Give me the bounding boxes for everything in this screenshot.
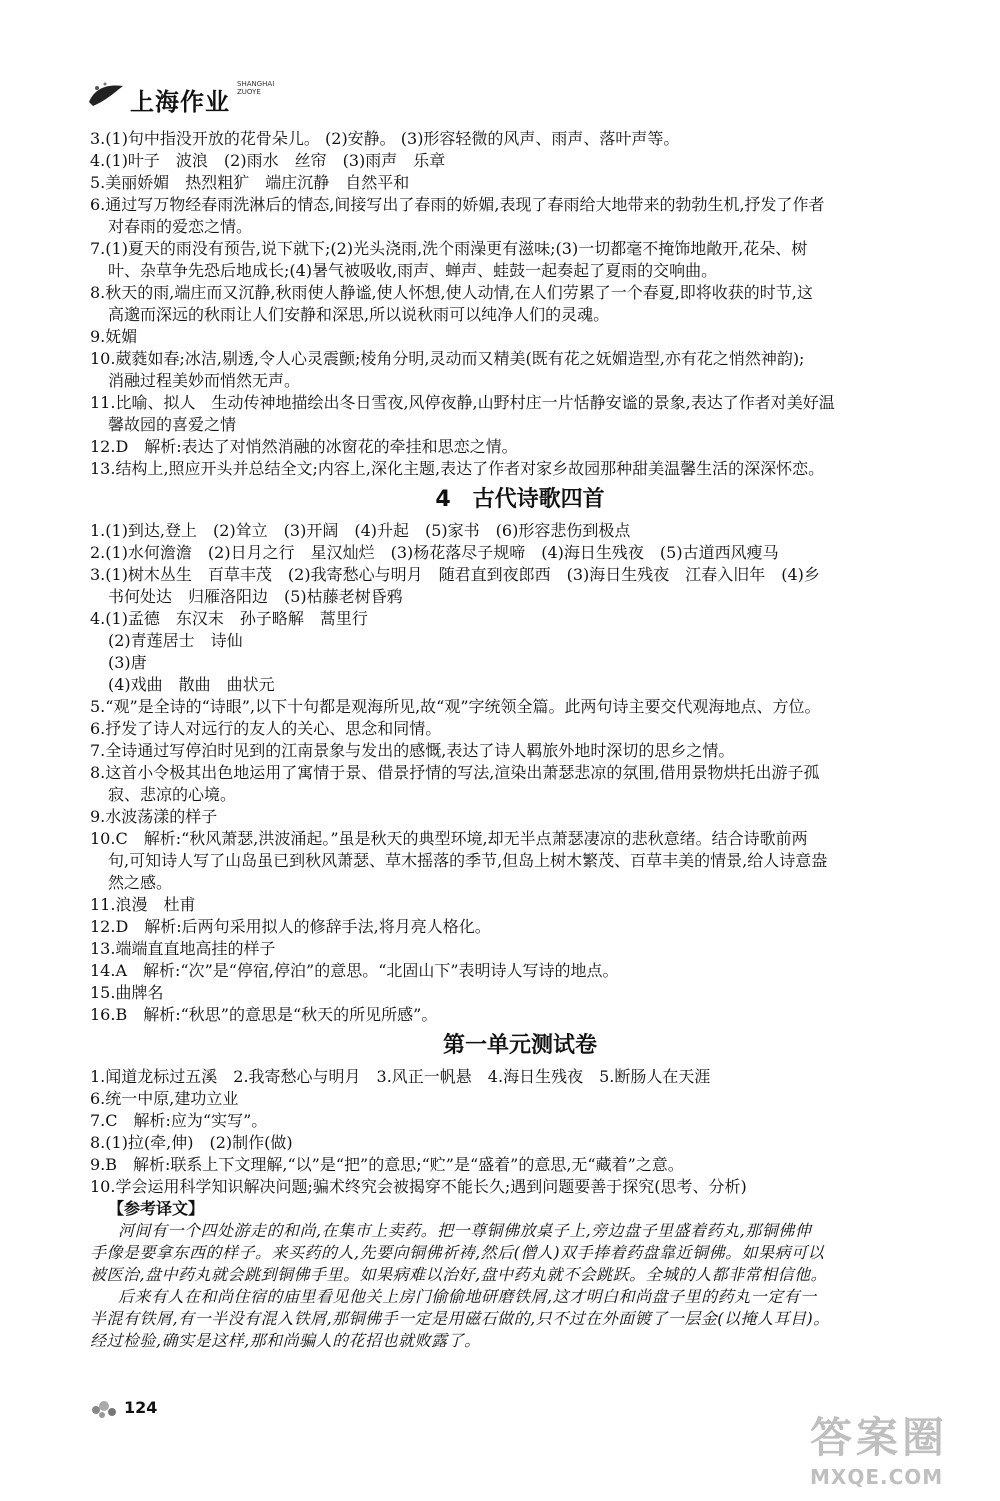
text-line: 半混有铁屑,有一半没有混入铁屑,那铜佛手一定是用磁石做的,只不过在外面镀了一层金(以掩人耳目)。 bbox=[90, 1309, 830, 1328]
text-line: 6.抒发了诗人对远行的友人的关心、思念和同情。 bbox=[90, 719, 442, 738]
text-line: (3)唐 bbox=[108, 653, 147, 672]
page-footer bbox=[90, 1390, 290, 1430]
section-2 bbox=[90, 520, 950, 1026]
text-line: 被医治,盘中药丸就会跳到铜佛手里。如果病难以治好,盘中药丸就不会跳跃。全城的人都非常相信他。 bbox=[90, 1265, 828, 1284]
text-line: 叶、杂草争先恐后地成长;(4)暑气被吸收,雨声、蝉声、蛙鼓一起奏起了夏雨的交响曲。 bbox=[108, 261, 718, 280]
answer-content bbox=[90, 128, 950, 1352]
text-line: 8.这首小令极其出色地运用了寓情于景、借景抒情的写法,渲染出萧瑟悲凉的氛围,借用景物烘托出游子孤 bbox=[90, 763, 820, 782]
text-line: 12.D 解析:表达了对悄然消融的冰窗花的牵挂和思恋之情。 bbox=[90, 437, 518, 456]
watermark bbox=[810, 1405, 990, 1495]
text-line: 书何处达 归雁洛阳边 (5)枯藤老树昏鸦 bbox=[108, 587, 403, 606]
text-line: 4.(1)叶子 波浪 (2)雨水 丝帘 (3)雨声 乐章 bbox=[90, 151, 446, 170]
text-line: 然之感。 bbox=[108, 873, 173, 892]
text-line: 6.通过写万物经春雨洗淋后的情态,间接写出了春雨的娇媚,表现了春雨给大地带来的勃勃生机,抒发了作者 bbox=[90, 195, 825, 214]
section-title-poems: 4 古代诗歌四首 bbox=[435, 487, 605, 512]
text-line: (2)青莲居士 诗仙 bbox=[108, 631, 243, 650]
text-line: 16.B 解析:“秋思”的意思是“秋天的所见所感”。 bbox=[90, 1005, 438, 1024]
text-line: 8.(1)拉(牵,伸) (2)制作(做) bbox=[90, 1133, 293, 1152]
watermark-url: MXQE.COM bbox=[810, 1465, 944, 1489]
text-line: 5.美丽娇媚 热烈粗犷 端庄沉静 自然平和 bbox=[90, 173, 410, 192]
text-line: 消融过程美妙而悄然无声。 bbox=[108, 371, 301, 390]
text-line: 11.浪漫 杜甫 bbox=[90, 895, 196, 914]
text-line: 8.秋天的雨,端庄而又沉静,秋雨使人静谧,使人怀想,使人动情,在人们劳累了一个春夏,即将收获的时节,这 bbox=[90, 283, 813, 302]
text-line: 10.葳蕤如春;冰洁,剔透,令人心灵震颤;棱角分明,灵动而又精美(既有花之妩媚造型,亦有花之悄然神韵); bbox=[90, 349, 805, 368]
text-line: 11.比喻、拟人 生动传神地描绘出冬日雪夜,风停夜静,山野村庄一片恬静安谧的景象,表达了作者对美好温 bbox=[90, 393, 835, 412]
text-line: 13.端端直直地高挂的样子 bbox=[90, 939, 276, 958]
text-line: 手像是要拿东西的样子。来买药的人,先要向铜佛祈祷,然后(僧人)双手捧着药盘靠近铜佛。如果病可以 bbox=[90, 1243, 825, 1262]
text-line: 对春雨的爱恋之情。 bbox=[108, 217, 253, 236]
text-line: 10.C 解析:“秋风萧瑟,洪波涌起。”虽是秋天的典型环境,却无半点萧瑟凄凉的悲秋意绪。结合诗歌前两 bbox=[90, 829, 808, 848]
text-line: 1.(1)到达,登上 (2)耸立 (3)开阔 (4)升起 (5)家书 (6)形容悲伤到极点 bbox=[90, 521, 631, 540]
reference-label: 【参考译文】 bbox=[108, 1199, 205, 1218]
decoration-icon bbox=[90, 1396, 120, 1424]
text-line: 7.全诗通过写停泊时见到的江南景象与发出的感慨,表达了诗人羁旅外地时深切的思乡之情。 bbox=[90, 741, 735, 760]
text-line: 14.A 解析:“次”是“停宿,停泊”的意思。“北固山下”表明诗人写诗的地点。 bbox=[90, 961, 619, 980]
text-line: 句,可知诗人写了山岛虽已到秋风萧瑟、草木摇落的季节,但岛上树木繁茂、百草丰美的情景,给人诗意盎 bbox=[108, 851, 828, 870]
leaf-logo-icon bbox=[85, 80, 127, 114]
text-line: 9.水波荡漾的样子 bbox=[90, 807, 218, 826]
section-1 bbox=[90, 128, 950, 480]
text-line: 9.妩媚 bbox=[90, 327, 138, 346]
brand-title: 上海作业 bbox=[130, 88, 230, 116]
text-line: 10.学会运用科学知识解决问题;骗术终究会被揭穿不能长久;遇到问题要善于探究(思考、分析) bbox=[90, 1177, 747, 1196]
page-number: 124 bbox=[124, 1398, 158, 1417]
section-3 bbox=[90, 1066, 950, 1198]
text-line: 6.统一中原,建功立业 bbox=[90, 1089, 239, 1108]
watermark-logo: 答案圈 bbox=[810, 1413, 949, 1462]
text-line: (4)戏曲 散曲 曲状元 bbox=[108, 675, 275, 694]
brand-subtitle: SHANGHAI ZUOYE bbox=[237, 80, 275, 96]
text-line: 高邈而深远的秋雨让人们安静和深思,所以说秋雨可以纯净人们的灵魂。 bbox=[108, 305, 610, 324]
text-line: 13.结构上,照应开头并总结全文;内容上,深化主题,表达了作者对家乡故园那种甜美温馨生活的深深怀恋。 bbox=[90, 459, 825, 478]
text-line: 经过检验,确实是这样,那和尚骗人的花招也就败露了。 bbox=[90, 1331, 481, 1350]
text-line: 河间有一个四处游走的和尚,在集市上卖药。把一尊铜佛放桌子上,旁边盘子里盛着药丸,那铜佛伸 bbox=[118, 1221, 812, 1240]
text-line: 寂、悲凉的心境。 bbox=[108, 785, 237, 804]
text-line: 5.“观”是全诗的“诗眼”,以下十句都是观海所见,故“观”字统领全篇。此两句诗主要交代观海地点、方位。 bbox=[90, 697, 821, 716]
text-line: 7.C 解析:应为“实写”。 bbox=[90, 1111, 268, 1130]
text-line: 馨故园的喜爱之情 bbox=[108, 415, 237, 434]
text-line: 1.闻道龙标过五溪 2.我寄愁心与明月 3.风正一帆悬 4.海日生残夜 5.断肠人在天涯 bbox=[90, 1067, 711, 1086]
text-line: 15.曲牌名 bbox=[90, 983, 164, 1002]
text-line: 7.(1)夏天的雨没有预告,说下就下;(2)光头浇雨,洗个雨澡更有滋味;(3)一切都毫不掩饰地敞开,花朵、树 bbox=[90, 239, 808, 258]
text-line: 12.D 解析:后两句采用拟人的修辞手法,将月亮人格化。 bbox=[90, 917, 491, 936]
page-header bbox=[85, 72, 385, 118]
translation bbox=[90, 1220, 950, 1352]
text-line: 9.B 解析:联系上下文理解,“以”是“把”的意思;“贮”是“盛着”的意思,无“藏着”之意。 bbox=[90, 1155, 684, 1174]
section-title-unit-test: 第一单元测试卷 bbox=[442, 1033, 597, 1058]
text-line: 2.(1)水何澹澹 (2)日月之行 星汉灿烂 (3)杨花落尽子规啼 (4)海日生残夜 (5)古道西风瘦马 bbox=[90, 543, 779, 562]
text-line: 后来有人在和尚住宿的庙里看见他关上房门偷偷地研磨铁屑,这才明白和尚盘子里的药丸一定有一 bbox=[118, 1287, 817, 1306]
text-line: 3.(1)句中指没开放的花骨朵儿。 (2)安静。 (3)形容轻微的风声、雨声、落叶声等。 bbox=[90, 129, 680, 148]
text-line: 4.(1)孟德 东汉末 孙子略解 蒿里行 bbox=[90, 609, 368, 628]
text-line: 3.(1)树木丛生 百草丰茂 (2)我寄愁心与明月 随君直到夜郎西 (3)海日生残夜 江春入旧年 (4)乡 bbox=[90, 565, 820, 584]
